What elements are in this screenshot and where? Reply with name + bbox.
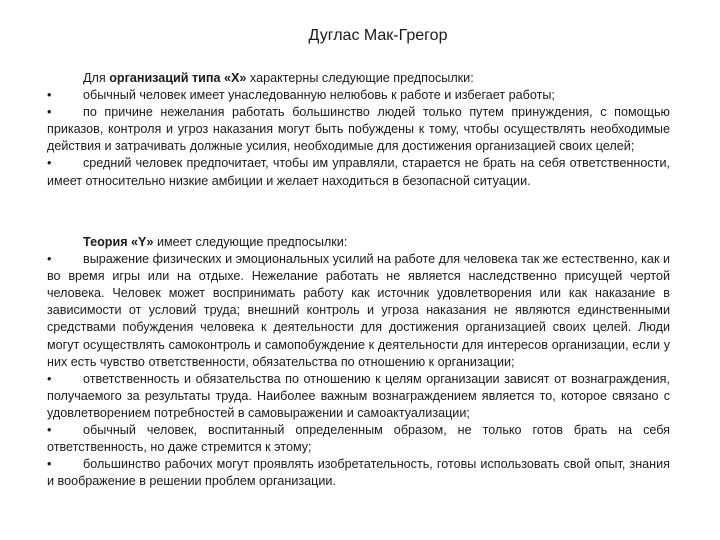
theory-y-bullet-text: обычный человек, воспитанный определенным образом, не только готов брать на себя ответственность, но даже стремится к этому; [47,423,670,455]
bullet-icon: • [47,457,52,472]
bullet-icon: • [47,371,52,386]
bullet-icon: • [47,252,52,267]
theory-y-intro [47,234,670,251]
bullet-icon: • [47,156,52,171]
bullet-icon: • [47,423,52,438]
theory-y-section [47,234,670,490]
theory-x-bullet-3 [47,155,670,189]
theory-y-bullet-4 [47,456,670,490]
theory-y-bullet-text: большинство рабочих могут проявлять изобретательность, готовы использовать свой опыт, знания и воображение в решении проблем организации. [47,457,670,489]
theory-y-bullet-2 [47,371,670,422]
theory-y-bullet-3 [47,422,670,456]
theory-x-intro [47,70,670,87]
theory-y-bullet-1 [47,251,670,371]
theory-x-term: организаций типа «Х» [109,71,247,85]
theory-x-bullet-2 [47,104,670,155]
theory-y-bullet-text: ответственность и обязательства по отношению к целям организации зависят от вознаграждения, получаемого за результаты труда. Наиболее важным вознаграждением является то, которое связано с удовлетворением потребностей в самовыражении и самоактуализации; [47,371,670,420]
theory-x-bullet-text: обычный человек имеет унаследованную нелюбовь к работе и избегает работы; [83,88,555,103]
theory-x-bullet-1 [47,87,670,104]
bullet-icon: • [47,105,52,120]
theory-x-intro-suffix: характерны следующие предпосылки: [246,71,474,85]
theory-y-term: Теория «Y» [83,235,154,249]
document-title: Дуглас Мак-Грегор [308,27,448,44]
theory-x-section [47,70,670,190]
theory-y-intro-suffix: имеет следующие предпосылки: [153,235,348,249]
theory-x-intro-prefix: Для [83,71,110,85]
bullet-icon: • [47,88,52,103]
theory-x-bullet-text: по причине нежелания работать большинство людей только путем принуждения, с помощью приказов, контроля и угроз наказания могут быть побуждены к тому, чтобы осуществлять необходимые действия и затрачивать должные усилия, необходимые для достижения организацией своих целей; [47,105,670,154]
theory-y-bullet-text: выражение физических и эмоциональных усилий на работе для человека так же естественно, как и во время игры или на отдыхе. Нежелание работать не является наследственно присущей чертой человека. Человек может воспринимать работу как источник удовлетворения или как наказание в зависимости от условий труда; внешний контроль и угроза наказания не являются единственными средствами побуждения человека к деятельности для достижения организацией своих целей. Люди могут осуществлять самоконтроль и самопобуждение к деятельности для интересов организации, если у них есть чувство ответственности, обязательства по отношению к организации; [47,252,670,369]
theory-x-bullet-text: средний человек предпочитает, чтобы им управляли, старается не брать на себя ответственности, имеет относительно низкие амбиции и желает находиться в безопасной ситуации. [47,156,670,188]
